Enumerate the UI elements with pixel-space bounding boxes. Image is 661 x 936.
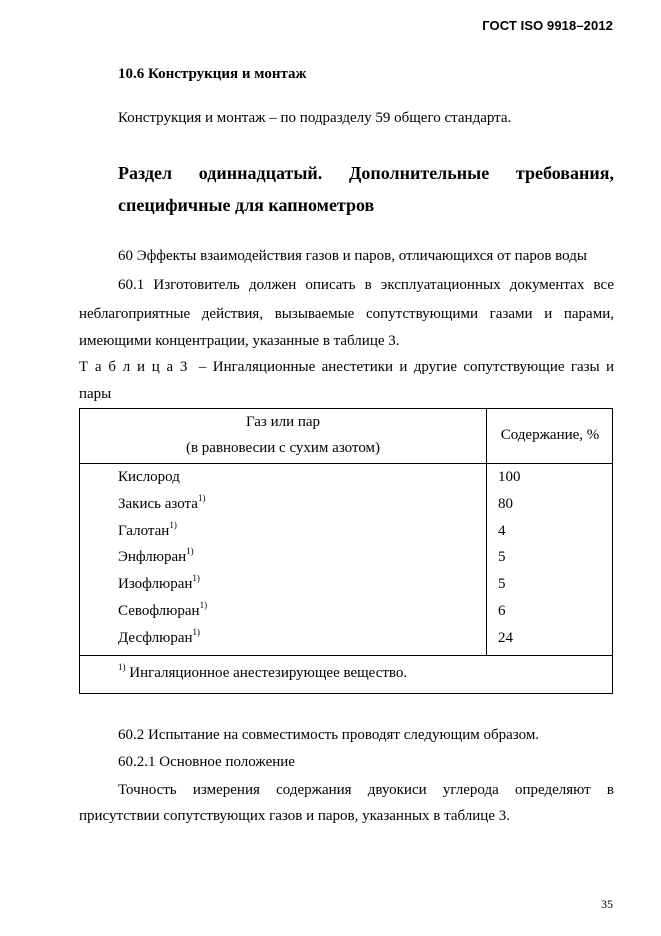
table-row-gas — [118, 574, 200, 594]
table-row-value: 24 — [498, 629, 513, 646]
table-row-gas — [118, 494, 205, 514]
table-row-gas — [118, 467, 180, 487]
gas-name: Закись азота — [118, 495, 198, 512]
footnote-reference: 1) — [197, 492, 206, 503]
table-3-caption-text: – Ингаляционные анестетики и другие сопутствующие газы и — [198, 359, 614, 375]
section-10-6-text: Конструкция и монтаж – по подразделу 59 общего стандарта. — [118, 110, 512, 126]
footnote-mark: 1) — [118, 662, 126, 672]
table-footnote — [118, 663, 407, 683]
gas-name: Десфлюран — [118, 629, 193, 646]
gas-name: Изофлюран — [118, 576, 193, 593]
footnote-reference: 1) — [192, 626, 201, 637]
table-3-caption-line2: пары — [79, 386, 112, 402]
clause-60-1-line3: имеющими концентрации, указанные в таблице 3. — [79, 333, 400, 349]
footnote-reference: 1) — [199, 600, 208, 610]
table-row-gas — [118, 521, 177, 541]
table-footnote-divider — [80, 655, 612, 656]
table-column-divider — [486, 409, 487, 656]
table-row-value: 4 — [498, 522, 506, 539]
table-row-value: 100 — [498, 469, 521, 485]
gas-name: Энфлюран — [118, 549, 187, 566]
clause-60-2-text: 60.2 Испытание на совместимость проводят следующим образом. — [118, 727, 540, 743]
clause-60-title: 60 Эффекты взаимодействия газов и паров, отличающихся от паров воды — [118, 248, 587, 264]
table-row-gas — [118, 547, 194, 567]
section-10-6-heading: 10.6 Конструкция и монтаж — [118, 66, 307, 82]
table-row-gas — [118, 601, 207, 621]
gas-name: Галотан — [118, 522, 170, 539]
clause-60-2-1-line1: Точность измерения содержания двуокиси углерода определяют в — [118, 782, 614, 798]
table-header-content: Содержание, % — [500, 427, 600, 443]
table-row-value: 5 — [498, 549, 506, 566]
clause-60-1-line1: 60.1 Изготовитель должен описать в эксплуатационных документах все — [118, 277, 614, 293]
clause-60-1-line2: неблагоприятные действия, вызываемые сопутствующими газами и парами, — [79, 306, 614, 322]
footnote-reference: 1) — [192, 573, 200, 584]
table-3-caption-label: Т а б л и ц а 3 — [79, 359, 189, 375]
footnote-reference: 1) — [186, 546, 194, 557]
table-row-value: 80 — [498, 495, 513, 512]
table-3 — [79, 408, 613, 694]
gas-name: Кислород — [118, 469, 180, 485]
table-row-value: 5 — [498, 576, 506, 593]
table-header-gas: Газ или пар — [245, 414, 321, 430]
table-header-gas-note: (в равновесии с сухим азотом) — [185, 440, 381, 456]
table-header-divider — [80, 463, 612, 464]
section-11-title-line2: специфичные для капнометров — [118, 195, 375, 215]
clause-60-2-1-line2: присутствии сопутствующих газов и паров, указанных в таблице 3. — [79, 808, 510, 824]
section-11-title-line1: Раздел одиннадцатый. Дополнительные требования, — [118, 163, 614, 183]
gas-name: Севофлюран — [118, 603, 200, 619]
table-row-value: 6 — [498, 603, 506, 619]
table-row-gas — [118, 628, 200, 648]
page-number: 35 — [601, 897, 613, 911]
document-code-header: ГОСТ ISO 9918–2012 — [482, 18, 613, 33]
footnote-reference: 1) — [169, 519, 177, 530]
clause-60-2-1-heading: 60.2.1 Основное положение — [118, 754, 295, 770]
table-3-caption — [79, 357, 614, 377]
footnote-text: Ингаляционное анестезирующее вещество. — [129, 665, 408, 681]
